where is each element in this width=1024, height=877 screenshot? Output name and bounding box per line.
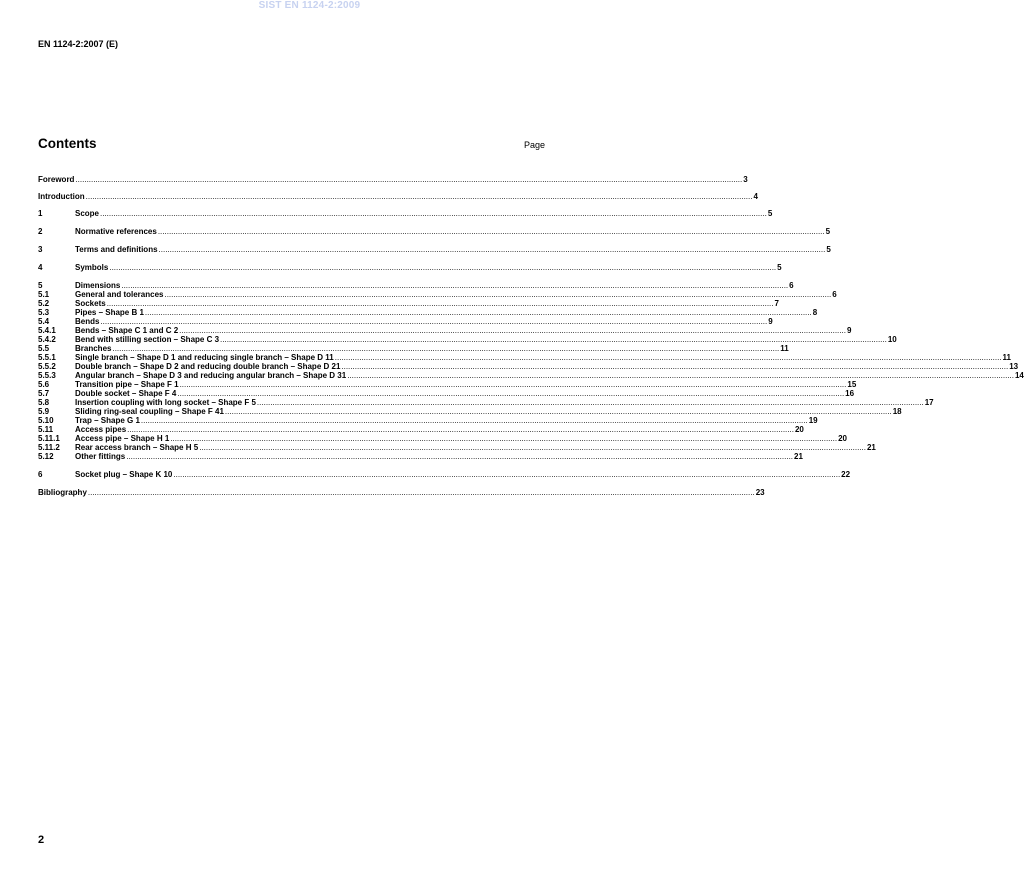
toc-entry [38,407,902,416]
toc-entry-title: Branches [75,344,112,353]
toc-entry-page: 4 [753,192,758,201]
toc-entry-number: 5.2 [38,299,50,308]
toc-entry-page: 5 [825,227,831,236]
toc-entry-title: Sliding ring-seal coupling – Shape F 41 [75,407,224,416]
toc-entry-number: 5.5 [38,344,50,353]
toc-entry [38,425,804,434]
toc-entry-number: 5 [38,281,43,290]
toc-entry [38,263,782,272]
toc-entry-title: Introduction [38,192,85,201]
toc-dot-leader: ............................................................................................................................................................................................................................................................................................................ [179,326,846,335]
toc-entry-title: Scope [75,209,100,218]
toc-entry-page: 5 [777,263,782,272]
toc-entry-number: 5.11.1 [38,434,60,443]
toc-entry [38,416,818,425]
document-header: EN 1124-2:2007 (E) [38,39,119,49]
toc-dot-leader: ............................................................................................................................................................................................................................................................................................................ [100,209,767,218]
toc-entry [38,470,851,479]
toc-entry-title: Pipes – Shape B 1 [75,308,144,317]
toc-dot-leader: ............................................................................................................................................................................................................................................................................................................ [144,308,812,317]
toc-entry [38,371,1024,380]
toc-entry-number: 2 [38,227,43,236]
toc-entry-title: General and tolerances [75,290,164,299]
toc-dot-leader: ............................................................................................................................................................................................................................................................................................................ [199,443,866,452]
toc-entry-number: 6 [38,470,43,479]
toc-entry-title: Bend with stilling section – Shape C 3 [75,335,220,344]
toc-entry [38,245,831,254]
toc-dot-leader: ............................................................................................................................................................................................................................................................................................................ [256,398,924,407]
toc-dot-leader: ............................................................................................................................................................................................................................................................................................................ [121,281,789,290]
toc-dot-leader: ............................................................................................................................................................................................................................................................................................................ [177,389,845,398]
toc-entry [38,192,758,201]
toc-entry-page: 7 [774,299,779,308]
toc-entry-title: Transition pipe – Shape F 1 [75,380,179,389]
toc-entry-number: 5.1 [38,290,50,299]
toc-entry [38,434,847,443]
toc-dot-leader: ............................................................................................................................................................................................................................................................................................................ [220,335,887,344]
toc-dot-leader: ............................................................................................................................................................................................................................................................................................................ [75,175,743,184]
toc-dot-leader: ............................................................................................................................................................................................................................................................................................................ [109,263,777,272]
toc-entry-page: 20 [838,434,847,443]
toc-entry-page: 9 [846,326,852,335]
toc-entry-page: 9 [768,317,773,326]
toc-entry-title: Terms and definitions [75,245,158,254]
toc-entry-page: 6 [832,290,837,299]
toc-entry-number: 5.5.1 [38,353,56,362]
toc-dot-leader: ............................................................................................................................................................................................................................................................................................................ [112,344,780,353]
toc-entry-page: 5 [767,209,773,218]
toc-dot-leader: ............................................................................................................................................................................................................................................................................................................ [87,488,755,497]
toc-entry-page: 14 [1014,371,1024,380]
toc-dot-leader: ............................................................................................................................................................................................................................................................................................................ [158,245,826,254]
toc-entry-number: 4 [38,263,43,272]
toc-entry [38,326,852,335]
toc-dot-leader: ............................................................................................................................................................................................................................................................................................................ [140,416,808,425]
toc-entry-number: 5.11.2 [38,443,60,452]
toc-entry-title: Symbols [75,263,109,272]
toc-entry [38,443,876,452]
toc-entry-number: 5.8 [38,398,50,407]
toc-entry-page: 18 [892,407,902,416]
toc-entry-page: 16 [845,389,855,398]
toc-entry-page: 21 [866,443,876,452]
toc-entry [38,380,857,389]
toc-entry [38,335,897,344]
toc-dot-leader: ............................................................................................................................................................................................................................................................................................................ [179,380,847,389]
toc-entry-page: 11 [780,344,789,353]
toc-entry [38,452,803,461]
toc-dot-leader: ............................................................................................................................................................................................................................................................................................................ [341,362,1009,371]
toc-entry [38,353,1012,362]
toc-entry [38,398,934,407]
toc-dot-leader: ............................................................................................................................................................................................................................................................................................................ [164,290,832,299]
toc-entry-number: 5.5.2 [38,362,56,371]
toc-entry-title: Sockets [75,299,106,308]
toc-entry-number: 5.11 [38,425,54,434]
page-column-label: Page [523,140,545,150]
toc-entry [38,362,1019,371]
toc-entry [38,308,818,317]
toc-entry-number: 5.5.3 [38,371,56,380]
toc-entry-title: Normative references [75,227,157,236]
toc-entry-title: Foreword [38,175,75,184]
toc-entry-number: 5.3 [38,308,50,317]
toc-entry-page: 20 [794,425,804,434]
toc-entry-number: 5.7 [38,389,50,398]
toc-entry-number: 3 [38,245,43,254]
toc-dot-leader: ............................................................................................................................................................................................................................................................................................................ [126,452,794,461]
toc-dot-leader: ............................................................................................................................................................................................................................................................................................................ [334,353,1002,362]
toc-entry-title: Access pipes [75,425,127,434]
toc-entry-title: Double branch – Shape D 2 and reducing double branch – Shape D 21 [75,362,341,371]
toc-dot-leader: ............................................................................................................................................................................................................................................................................................................ [106,299,774,308]
toc-entry [38,344,789,353]
toc-entry-page: 6 [789,281,794,290]
toc-entry-title: Double socket – Shape F 4 [75,389,177,398]
toc-entry-title: Other fittings [75,452,126,461]
toc-entry-title: Rear access branch – Shape H 5 [75,443,199,452]
table-of-contents [38,175,1024,497]
toc-entry [38,227,831,236]
toc-entry-page: 23 [755,488,765,497]
toc-dot-leader: ............................................................................................................................................................................................................................................................................................................ [347,371,1014,380]
toc-entry-title: Bibliography [38,488,87,497]
toc-dot-leader: ............................................................................................................................................................................................................................................................................................................ [157,227,825,236]
toc-entry-number: 5.6 [38,380,50,389]
toc-entry-page: 21 [794,452,803,461]
toc-entry-number: 5.4 [38,317,50,326]
toc-entry-title: Access pipe – Shape H 1 [75,434,170,443]
toc-dot-leader: ............................................................................................................................................................................................................................................................................................................ [173,470,841,479]
page-number: 2 [38,834,45,846]
toc-entry-title: Bends – Shape C 1 and C 2 [75,326,179,335]
toc-entry [38,209,773,218]
toc-entry [38,290,837,299]
toc-entry-title: Dimensions [75,281,121,290]
toc-entry-number: 5.4.2 [38,335,56,344]
toc-entry-title: Single branch – Shape D 1 and reducing single branch – Shape D 11 [75,353,334,362]
toc-entry-page: 10 [887,335,897,344]
toc-dot-leader: ............................................................................................................................................................................................................................................................................................................ [127,425,794,434]
toc-entry-title: Bends [75,317,100,326]
toc-dot-leader: ............................................................................................................................................................................................................................................................................................................ [224,407,892,416]
toc-entry-number: 5.9 [38,407,50,416]
toc-entry-number: 5.12 [38,452,54,461]
toc-entry-page: 8 [812,308,818,317]
toc-entry-page: 13 [1009,362,1019,371]
toc-entry-page: 17 [924,398,934,407]
toc-entry-page: 15 [847,380,857,389]
toc-entry-title: Trap – Shape G 1 [75,416,140,425]
toc-entry [38,389,855,398]
toc-entry [38,299,779,308]
toc-entry-page: 5 [826,245,831,254]
toc-entry-number: 5.4.1 [38,326,56,335]
toc-entry-page: 11 [1002,353,1012,362]
watermark: SIST EN 1124-2:2009 [258,0,361,11]
toc-entry [38,317,773,326]
toc-entry-page: 19 [808,416,818,425]
toc-dot-leader: ............................................................................................................................................................................................................................................................................................................ [170,434,838,443]
toc-entry-title: Socket plug – Shape K 10 [75,470,173,479]
toc-entry [38,488,765,497]
toc-entry-title: Insertion coupling with long socket – Shape F 5 [75,398,256,407]
toc-entry [38,175,748,184]
toc-entry-number: 5.10 [38,416,54,425]
contents-title: Contents [38,136,97,151]
toc-entry-page: 22 [841,470,851,479]
toc-entry-title: Angular branch – Shape D 3 and reducing angular branch – Shape D 31 [75,371,347,380]
toc-entry [38,281,794,290]
toc-entry-number: 1 [38,209,43,218]
toc-entry-page: 3 [743,175,748,184]
toc-dot-leader: ............................................................................................................................................................................................................................................................................................................ [85,192,753,201]
toc-dot-leader: ............................................................................................................................................................................................................................................................................................................ [100,317,768,326]
